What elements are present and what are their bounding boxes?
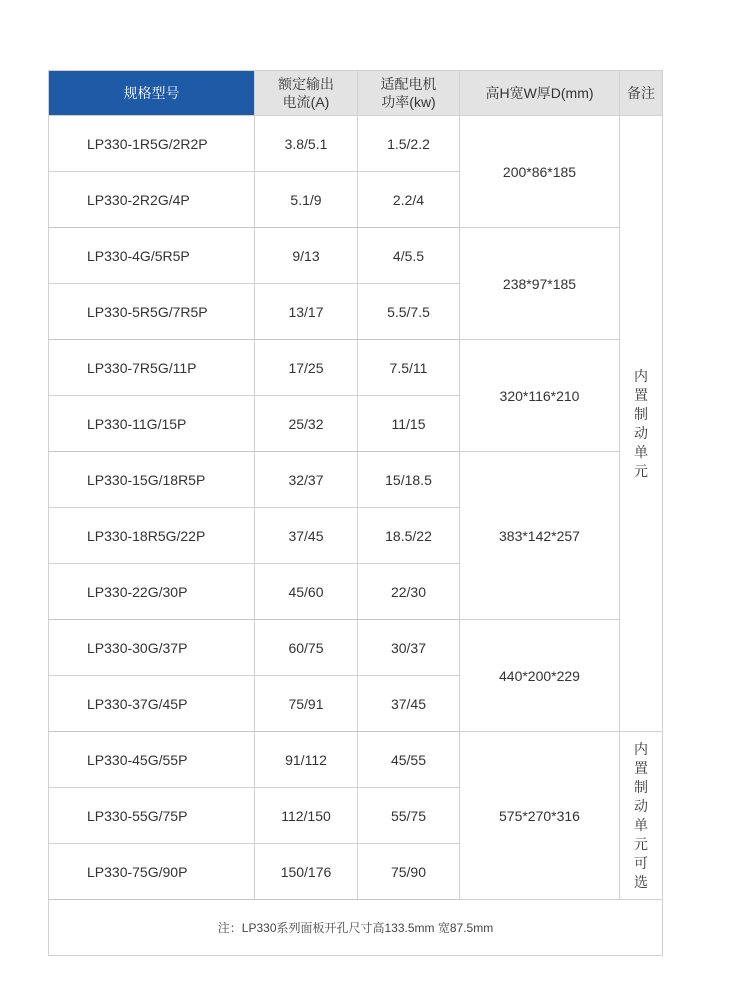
model-cell: LP330-22G/30P xyxy=(49,564,255,620)
power-cell: 18.5/22 xyxy=(358,508,460,564)
current-cell: 45/60 xyxy=(255,564,358,620)
power-cell: 4/5.5 xyxy=(358,228,460,284)
model-cell: LP330-30G/37P xyxy=(49,620,255,676)
current-cell: 5.1/9 xyxy=(255,172,358,228)
current-cell: 150/176 xyxy=(255,844,358,900)
header-power-line1: 适配电机 xyxy=(380,76,437,92)
model-cell: LP330-2R2G/4P xyxy=(49,172,255,228)
power-cell: 37/45 xyxy=(358,676,460,732)
model-cell: LP330-37G/45P xyxy=(49,676,255,732)
power-cell: 75/90 xyxy=(358,844,460,900)
table-row xyxy=(49,340,663,396)
table-row xyxy=(49,452,663,508)
current-cell: 112/150 xyxy=(255,788,358,844)
dimensions-cell: 383*142*257 xyxy=(460,452,620,620)
model-cell: LP330-11G/15P xyxy=(49,396,255,452)
current-cell: 60/75 xyxy=(255,620,358,676)
remark-text: 内置制动单元 xyxy=(634,367,648,479)
header-current-line2: 电流(A) xyxy=(282,94,330,110)
current-cell: 75/91 xyxy=(255,676,358,732)
remark-cell xyxy=(620,116,663,732)
power-cell: 11/15 xyxy=(358,396,460,452)
power-cell: 2.2/4 xyxy=(358,172,460,228)
table-row xyxy=(49,228,663,284)
model-cell: LP330-55G/75P xyxy=(49,788,255,844)
model-cell: LP330-4G/5R5P xyxy=(49,228,255,284)
note-row xyxy=(49,900,663,956)
power-cell: 1.5/2.2 xyxy=(358,116,460,172)
current-cell: 91/112 xyxy=(255,732,358,788)
model-cell: LP330-45G/55P xyxy=(49,732,255,788)
power-cell: 22/30 xyxy=(358,564,460,620)
dimensions-cell: 238*97*185 xyxy=(460,228,620,340)
header-power-line2: 功率(kw) xyxy=(381,94,436,110)
dimensions-cell: 440*200*229 xyxy=(460,620,620,732)
panel-cutout-note: 注：LP330系列面板开孔尺寸高133.5mm 宽87.5mm xyxy=(49,900,663,956)
table-row xyxy=(49,732,663,788)
model-cell: LP330-1R5G/2R2P xyxy=(49,116,255,172)
header-row xyxy=(49,71,663,116)
power-cell: 15/18.5 xyxy=(358,452,460,508)
model-cell: LP330-5R5G/7R5P xyxy=(49,284,255,340)
power-cell: 7.5/11 xyxy=(358,340,460,396)
current-cell: 32/37 xyxy=(255,452,358,508)
current-cell: 37/45 xyxy=(255,508,358,564)
header-dimensions: 高H宽W厚D(mm) xyxy=(460,71,620,116)
model-cell: LP330-18R5G/22P xyxy=(49,508,255,564)
remark-cell xyxy=(620,732,663,900)
power-cell: 30/37 xyxy=(358,620,460,676)
table-row xyxy=(49,116,663,172)
power-cell: 45/55 xyxy=(358,732,460,788)
header-current xyxy=(255,71,358,116)
remark-text: 内置制动单元可选 xyxy=(634,740,648,890)
dimensions-cell: 200*86*185 xyxy=(460,116,620,228)
model-cell: LP330-7R5G/11P xyxy=(49,340,255,396)
current-cell: 3.8/5.1 xyxy=(255,116,358,172)
model-cell: LP330-15G/18R5P xyxy=(49,452,255,508)
power-cell: 55/75 xyxy=(358,788,460,844)
spec-table xyxy=(48,70,663,956)
header-remark: 备注 xyxy=(620,71,663,116)
table-row xyxy=(49,620,663,676)
current-cell: 17/25 xyxy=(255,340,358,396)
dimensions-cell: 320*116*210 xyxy=(460,340,620,452)
header-power xyxy=(358,71,460,116)
header-model: 规格型号 xyxy=(49,71,255,116)
power-cell: 5.5/7.5 xyxy=(358,284,460,340)
current-cell: 25/32 xyxy=(255,396,358,452)
model-cell: LP330-75G/90P xyxy=(49,844,255,900)
dimensions-cell: 575*270*316 xyxy=(460,732,620,900)
current-cell: 13/17 xyxy=(255,284,358,340)
header-current-line1: 额定输出 xyxy=(278,76,334,92)
current-cell: 9/13 xyxy=(255,228,358,284)
